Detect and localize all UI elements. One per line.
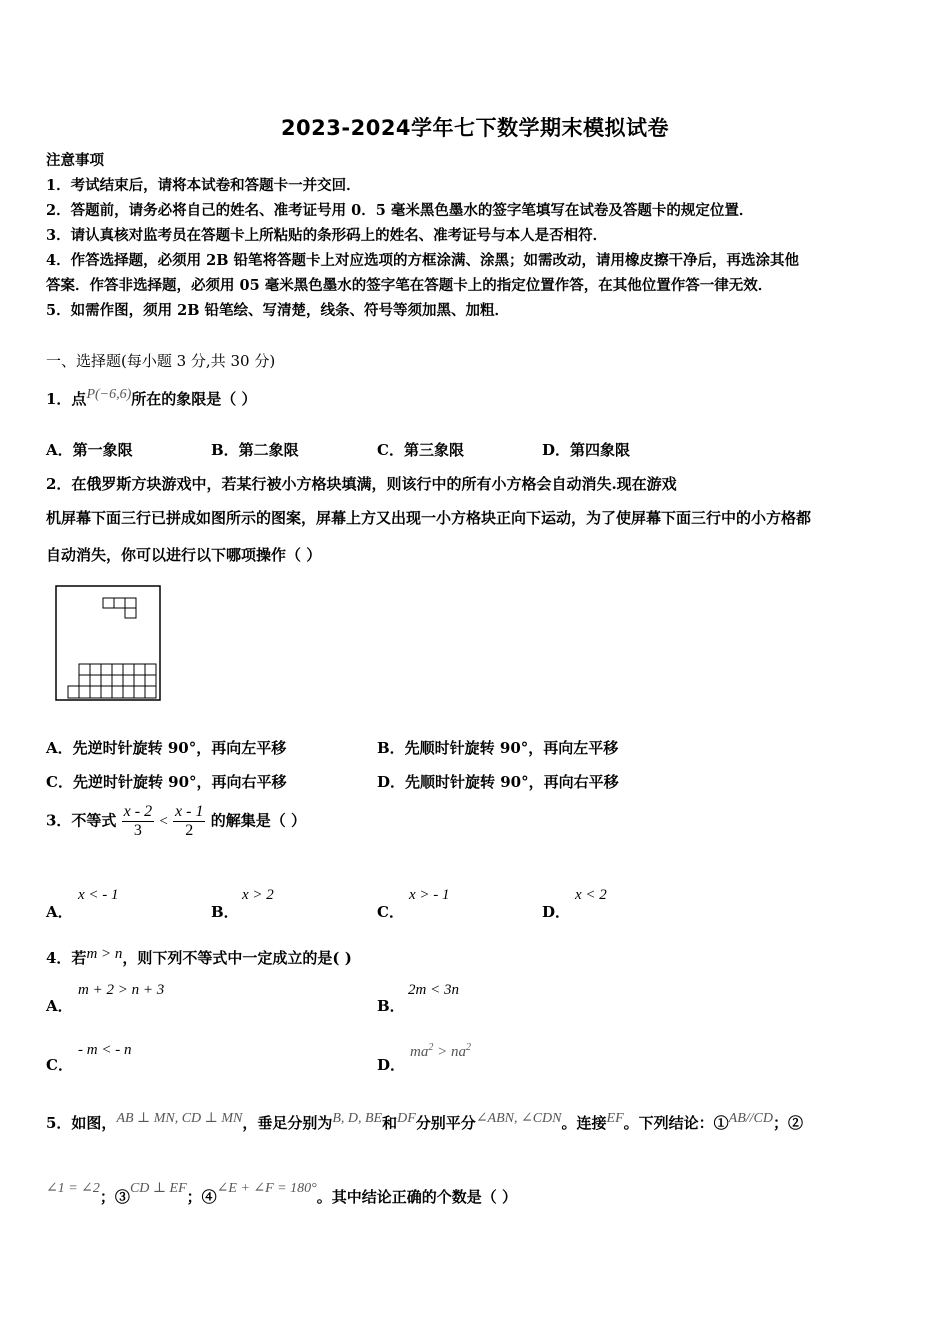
notice-item-5: 5．如需作图，须用 2B 铅笔绘、写清楚，线条、符号等须加黑、加粗． [46,302,510,319]
q3-suffix: 的解集是（ ） [210,811,306,830]
q3-fraction-right [173,803,205,840]
q1-option-c[interactable]: C．第三象限 [377,441,464,459]
q4-option-d-sup-2: 2 [465,1042,471,1053]
q3-option-d-label[interactable]: D． [542,903,571,921]
question-3 [46,803,306,840]
q5-text-5: 。下列结论：① [623,1114,729,1132]
q3-relation: < [159,813,168,830]
tetris-figure [55,585,163,703]
q4-option-c-math[interactable]: - m < - n [78,1042,132,1058]
notice-item-4: 4．作答选择题，必须用 2B 铅笔将答题卡上对应选项的方框涂满、涂黑；如需改动，请用橡皮擦干净后，再选涂其他 [46,252,800,269]
q3-frac2-num: x - 1 [175,803,204,820]
q5-math-5: EF [606,1111,624,1126]
q2-line-2: 机屏幕下面三行已拼成如图所示的图案，屏幕上方又出现一小方格块正向下运动，为了使屏幕下面三行中的小方格都 [46,509,812,527]
q4-prefix: 4．若 [46,949,87,967]
q1-prefix: 1．点 [46,390,87,408]
q3-prefix: 3．不等式 [46,811,117,830]
q5-text-4: 。连接 [561,1114,607,1132]
q2-option-a[interactable]: A．先逆时针旋转 90°，再向左平移 [46,739,287,757]
q1-option-d[interactable]: D．第四象限 [542,441,631,459]
notice-item-3: 3．请认真核对监考员在答题卡上所粘贴的条形码上的姓名、准考证号与本人是否相符． [46,227,608,244]
page-title: 2023-2024学年七下数学期末模拟试卷 [280,116,670,140]
q3-option-b-label[interactable]: B． [211,903,239,921]
notice-heading: 注意事项 [46,152,104,169]
q5-text-6: ；② [773,1114,804,1132]
q3-frac1-num: x - 2 [123,803,153,820]
q5-text-7: ；③ [99,1188,130,1206]
q4-suffix: ，则下列不等式中一定成立的是( ) [122,949,352,967]
q2-option-d[interactable]: D．先顺时针旋转 90°，再向右平移 [377,773,619,791]
section-heading: 一、选择题(每小题 3 分,共 30 分) [46,352,276,370]
q3-option-b-math[interactable]: x > 2 [242,887,274,903]
q3-fraction-left [122,803,154,840]
question-4 [46,947,352,968]
q4-option-a-label[interactable]: A． [46,997,73,1015]
q5-math-9: ∠E + ∠F = 180° [216,1181,317,1196]
question-1 [46,388,257,409]
q4-option-d-label[interactable]: D． [377,1056,406,1074]
q1-math: P(−6,6) [86,387,132,402]
question-5-line-1 [46,1112,803,1133]
q2-line-3: 自动消失，你可以进行以下哪项操作（ ） [46,546,322,564]
q5-math-2: B, D, BE [332,1111,383,1126]
q4-option-b-label[interactable]: B． [377,997,405,1015]
q4-math: m > n [86,946,123,962]
q1-suffix: 所在的象限是（ ） [131,390,257,408]
q1-option-b[interactable]: B．第二象限 [211,441,299,459]
q4-option-d-math[interactable] [410,1042,471,1061]
q4-option-a-math[interactable]: m + 2 > n + 3 [78,982,165,998]
q3-frac1-den: 3 [133,822,142,839]
q3-option-c-label[interactable]: C． [377,903,404,921]
q4-option-d-left: ma [410,1044,429,1060]
q4-option-d-sup-1: 2 [428,1042,434,1053]
q5-math-6: AB//CD [728,1111,773,1126]
q4-option-c-label[interactable]: C． [46,1056,73,1074]
q5-text-9: 。其中结论正确的个数是（ ） [316,1188,517,1206]
bottom-rows [68,664,156,698]
q5-math-1: AB ⊥ MN, CD ⊥ MN [116,1111,243,1126]
q5-math-8: CD ⊥ EF [129,1181,187,1196]
notice-item-2: 2．答题前，请务必将自己的姓名、准考证号用 0．5 毫米黑色墨水的签字笔填写在试卷及答题卡的规定位置． [46,202,754,219]
q2-line-1: 2．在俄罗斯方块游戏中，若某行被小方格块填满，则该行中的所有小方格会自动消失.现在游戏 [46,475,677,493]
q5-text-2: 和 [382,1114,398,1132]
falling-piece [103,598,136,618]
q2-option-b[interactable]: B．先顺时针旋转 90°，再向左平移 [377,739,619,757]
q5-text-3: 分别平分 [415,1114,476,1132]
q3-option-a-label[interactable]: A． [46,903,73,921]
tetris-screen-frame [56,586,160,700]
q5-math-7: ∠1 = ∠2 [46,1181,100,1196]
q4-option-d-right: > na [437,1044,466,1060]
q4-option-b-math[interactable]: 2m < 3n [408,982,459,998]
q5-math-3: DF [397,1111,416,1126]
q5-prefix: 5．如图， [46,1114,117,1132]
q5-text-8: ；④ [186,1188,217,1206]
q3-option-c-math[interactable]: x > - 1 [409,887,450,903]
q3-option-a-math[interactable]: x < - 1 [78,887,119,903]
question-5-line-2 [46,1181,517,1207]
notice-item-4-cont: 答案．作答非选择题，必须用 05 毫米黑色墨水的签字笔在答题卡上的指定位置作答，在其他位置作答一律无效． [46,277,773,294]
q3-frac2-den: 2 [185,822,194,839]
notice-item-1: 1．考试结束后，请将本试卷和答题卡一并交回． [46,177,361,194]
q3-option-d-math[interactable]: x < 2 [575,887,607,903]
q5-text-1: ，垂足分别为 [242,1114,333,1132]
q5-math-4: ∠ABN, ∠CDN [475,1111,562,1126]
q2-option-c[interactable]: C．先逆时针旋转 90°，再向右平移 [46,773,287,791]
q1-option-a[interactable]: A．第一象限 [46,441,133,459]
